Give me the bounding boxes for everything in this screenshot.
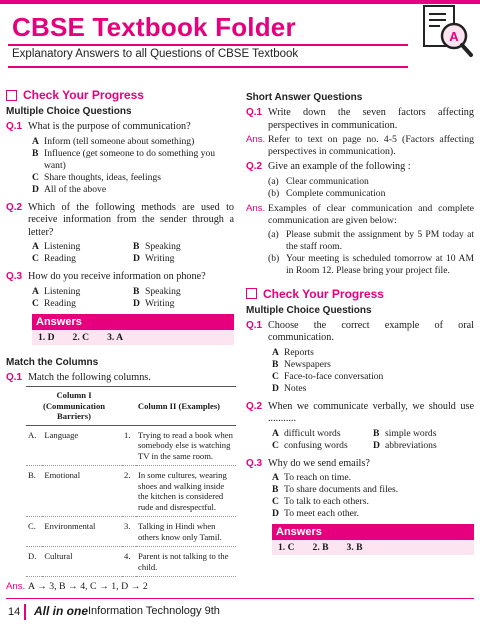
page-header [0, 0, 480, 72]
subtitle-underline [8, 66, 408, 68]
question: Q.1 Write down the seven factors affecting perspectives in communication. [246, 107, 474, 131]
mcq-heading: Multiple Choice Questions [6, 106, 132, 117]
options-list: A Listening B Speaking C Reading D Writing [32, 285, 181, 309]
table-row: C. Environmental 3. Talking in Hindi when others know only Tamil. [26, 517, 236, 547]
answers-row: 1. C 2. B 3. B [272, 540, 474, 555]
title-underline [8, 44, 408, 46]
brand-logo: All in one [34, 604, 88, 618]
book-title: Information Technology 9th [88, 605, 220, 617]
question: Q.2 When we communicate verbally, we should use ........... [246, 400, 474, 424]
answers-bar: Answers [272, 524, 474, 540]
options-list: A Inform (tell someone about something) B Influence (get someone to do something you want) C Share thoughts, ideas, feelings D All of the above [32, 135, 216, 195]
answer: Ans. Examples of clear communication and complete communication are given below: [246, 202, 474, 226]
match-answer: Ans. A → 3, B → 4, C → 1, D → 2 [6, 581, 148, 592]
page-number: 14 [8, 606, 21, 618]
page-subtitle: Explanatory Answers to all Questions of CBSE Textbook [12, 48, 299, 60]
answer: Ans. Refer to text on page no. 4-5 (Factors affecting perspectives in communication). [246, 134, 474, 157]
question: Q.1 What is the purpose of communication? [6, 121, 191, 132]
short-answer-heading: Short Answer Questions [246, 92, 363, 103]
question: Q.3 Why do we send emails? [246, 457, 370, 469]
mcq-heading: Multiple Choice Questions [246, 304, 372, 316]
header-top-bar [0, 0, 480, 4]
question: Q.2 Give an example of the following : [246, 161, 411, 172]
sub-item: (a) Clear communication [268, 175, 369, 187]
question: Q.1 Choose the correct example of oral communication. [246, 319, 474, 343]
question: Q.3 How do you receive information on phone? [6, 271, 206, 282]
table-header: Column II (Examples) [122, 387, 236, 426]
section-heading: Check Your Progress [6, 88, 234, 102]
page-title: CBSE Textbook Folder [12, 12, 296, 42]
table-row: A. Language 1. Trying to read a book when somebody else is watching TV in the same room. [26, 425, 236, 466]
options-list: A Reports B Newspapers C Face-to-face conversation D Notes [272, 346, 384, 394]
question: Q.1 Match the following columns. [6, 371, 151, 383]
table-row: D. Cultural 4. Parent is not talking to the child. [26, 547, 236, 577]
checkbox-square-icon [6, 90, 17, 101]
logo-letter: A [449, 29, 459, 44]
table-row: B. Emotional 2. In some cultures, wearing shoes and walking inside the kitchen is considered rude and disrespectful. [26, 466, 236, 517]
document-magnifier-icon [418, 2, 476, 60]
section-heading: Check Your Progress [246, 287, 474, 301]
right-column [246, 92, 474, 555]
left-column [6, 88, 234, 595]
checkbox-square-icon [246, 288, 257, 299]
question: Q.2 Which of the following methods are used to receive information from the sender through a letter? [6, 201, 234, 238]
match-heading: Match the Columns [6, 356, 99, 368]
options-list: A To reach on time. B To share documents and files. C To talk to each others. D To meet each other. [272, 472, 399, 519]
sub-item: (b) Complete communication [268, 187, 386, 199]
answers-bar: Answers [32, 314, 234, 330]
sub-item: (a) Please submit the assignment by 5 PM today at the staff room. [268, 228, 474, 252]
table-header: Column I (Communication Barriers) [26, 387, 122, 426]
match-table [26, 386, 236, 577]
footer-divider [24, 604, 26, 620]
options-list: A Listening B Speaking C Reading D Writing [32, 241, 181, 264]
answers-row: 1. D 2. C 3. A [32, 330, 234, 345]
sub-item: (b) Your meeting is scheduled tomorrow at 10 AM in Room 12. Please bring your project file. [268, 252, 474, 276]
footer-line [6, 598, 474, 599]
options-list: A difficult words B simple words C confusing words D abbreviations [272, 427, 437, 451]
page-footer [0, 598, 480, 628]
